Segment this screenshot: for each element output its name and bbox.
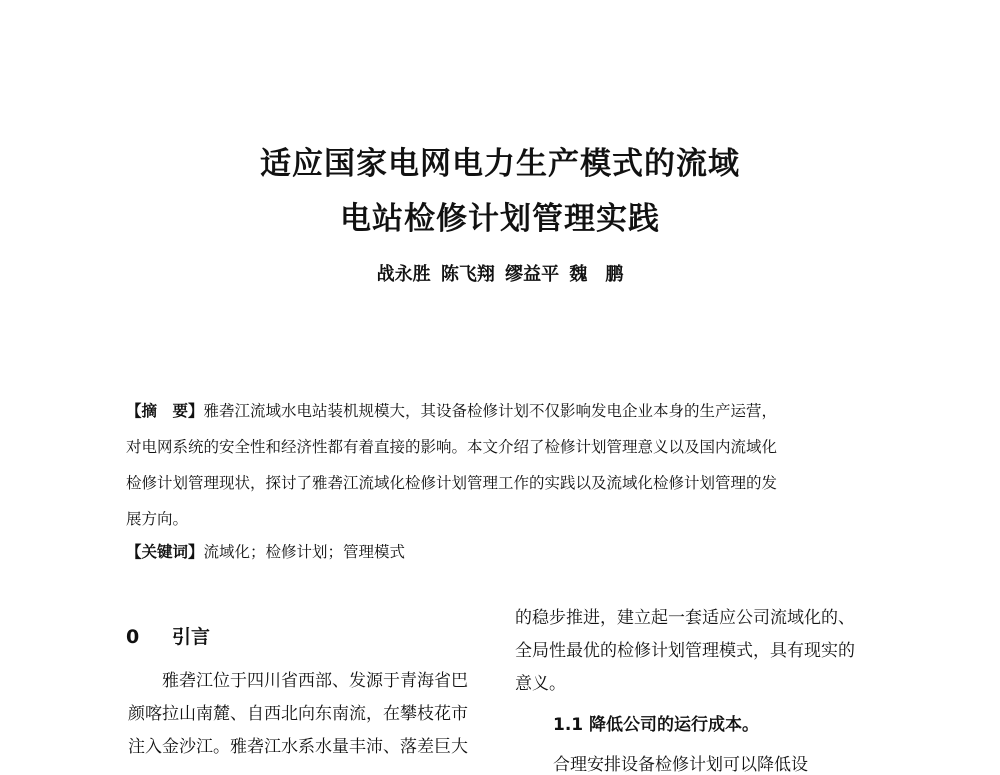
abstract-line: 雅砻江流域水电站装机规模大，其设备检修计划不仅影响发电企业本身的生产运营，: [203, 402, 778, 420]
right-column-text: [515, 602, 875, 701]
abstract: [126, 393, 874, 537]
abstract-label: 【摘 要】: [126, 402, 204, 420]
paragraph-line: 雅砻江位于四川省西部、发源于青海省巴: [162, 671, 468, 691]
paper-title-line-2: 电站检修计划管理实践: [340, 201, 660, 237]
abstract-line: 检修计划管理现状，探讨了雅砻江流域化检修计划管理工作的实践以及流域化检修计划管理的发: [126, 474, 778, 492]
section-heading-0: [126, 622, 210, 649]
abstract-line: 对电网系统的安全性和经济性都有着直接的影响。本文介绍了检修计划管理意义以及国内流域化: [126, 438, 778, 456]
subsection-heading-1-1: 1.1 降低公司的运行成本。: [553, 715, 760, 735]
paper-title-line-1: 适应国家电网电力生产模式的流域: [260, 146, 740, 182]
keywords: [126, 540, 405, 562]
paragraph-line: 颜喀拉山南麓、自西北向东南流，在攀枝花市: [128, 704, 468, 724]
paragraph-line-cut: 合理安排设备检修计划可以降低设: [553, 755, 808, 775]
section-number: 0: [126, 626, 140, 648]
left-column-text: [128, 665, 488, 764]
section-title: 引言: [172, 626, 211, 648]
keywords-text: 流域化；检修计划；管理模式: [203, 543, 406, 561]
abstract-line: 展方向。: [126, 510, 189, 528]
paragraph-line: 全局性最优的检修计划管理模式，具有现实的: [515, 641, 855, 661]
paragraph-line: 意义。: [515, 674, 566, 694]
keywords-label: 【关键词】: [126, 543, 204, 561]
authors: 战永胜 陈飞翔 缪益平 魏 鹏: [376, 264, 624, 285]
paragraph-line: 的稳步推进，建立起一套适应公司流域化的、: [515, 608, 855, 628]
paragraph-line: 注入金沙江。雅砻江水系水量丰沛、落差巨大: [128, 737, 468, 757]
